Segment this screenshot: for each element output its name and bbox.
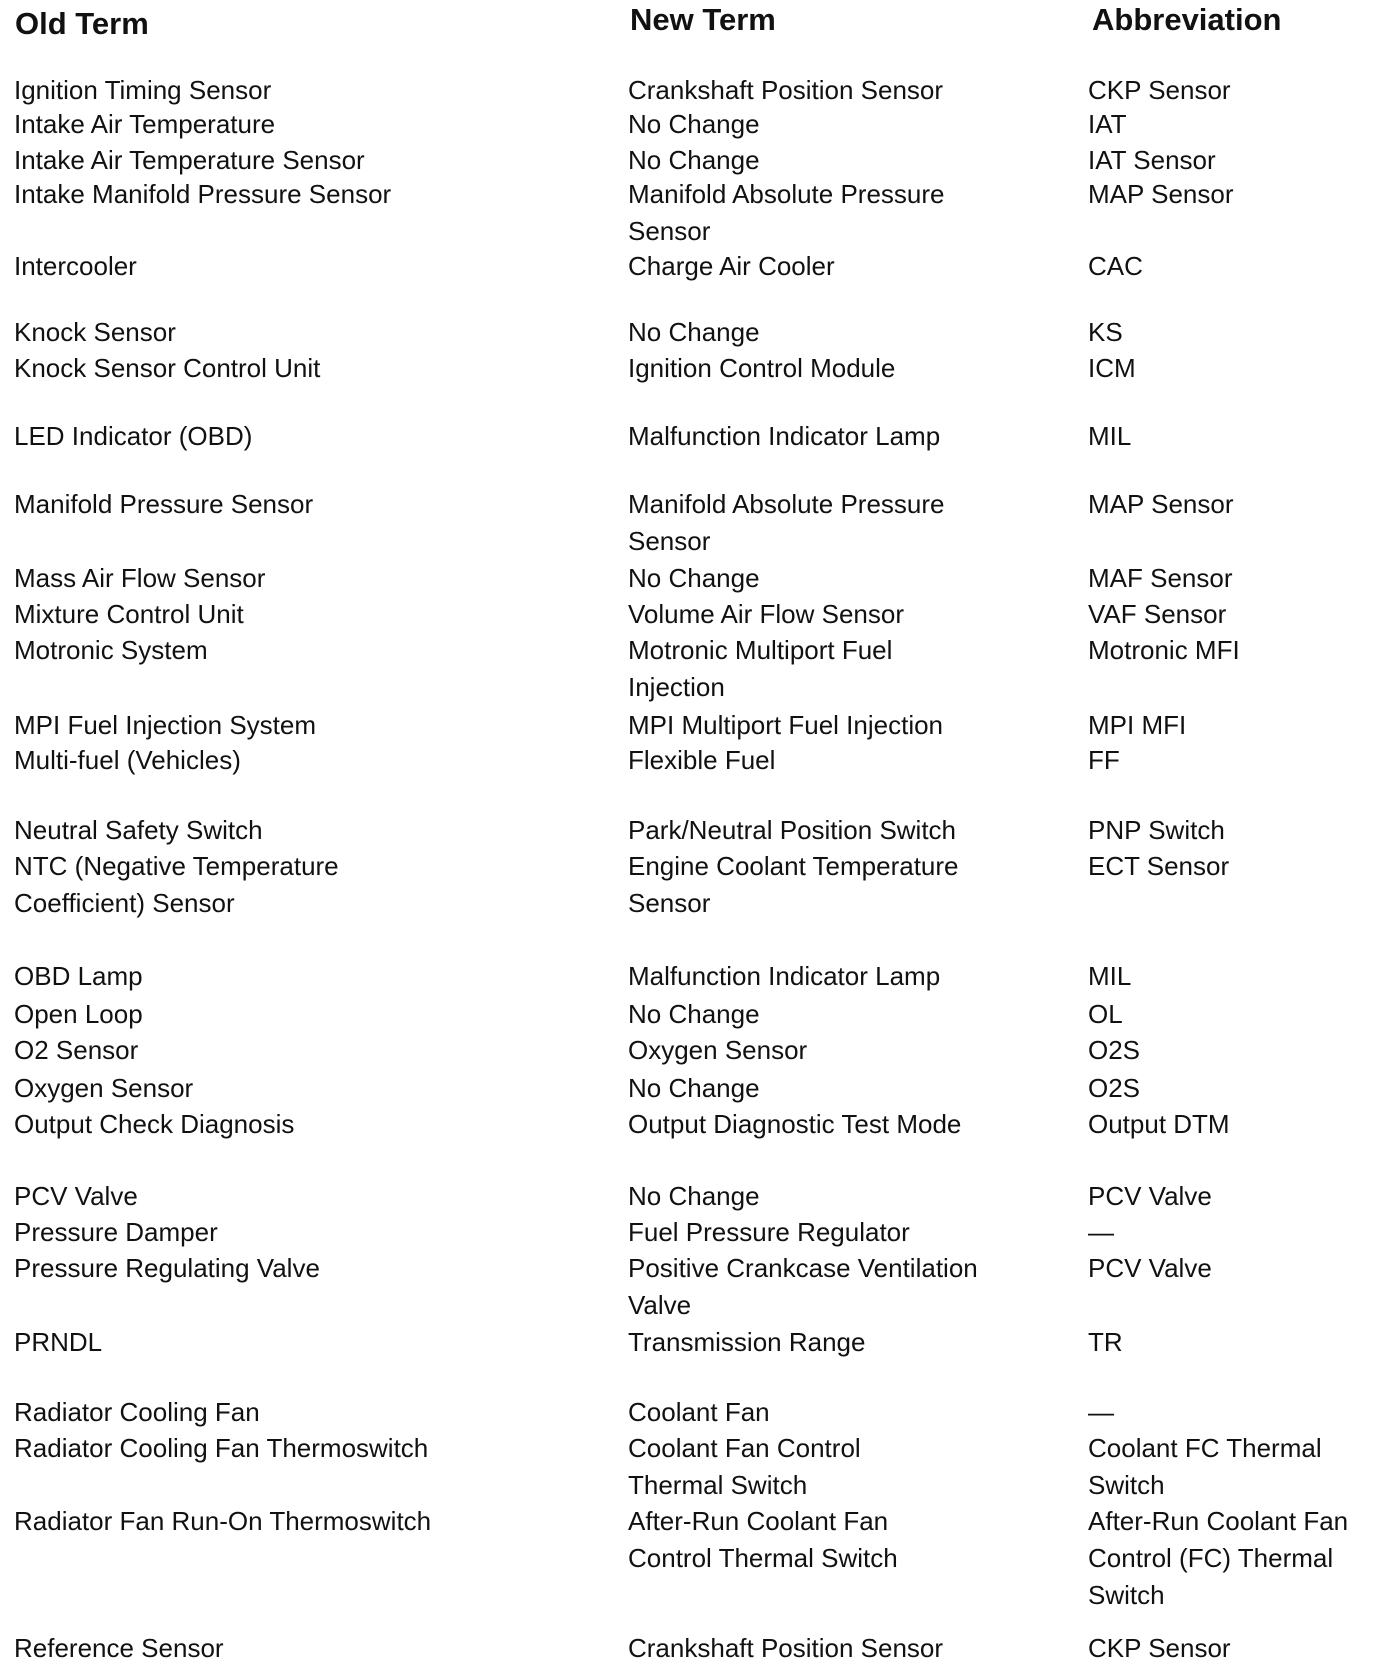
abbreviation-cell: MAP Sensor — [1088, 489, 1234, 519]
old-term-cell: Pressure Damper — [14, 1217, 218, 1247]
old-term-cell: Motronic System — [14, 635, 208, 665]
new-term-cell: MPI Multiport Fuel Injection — [628, 710, 944, 740]
abbreviation-cell: ICM — [1088, 353, 1136, 383]
new-term-cell: Malfunction Indicator Lamp — [628, 421, 941, 451]
old-term-cell: MPI Fuel Injection System — [14, 710, 316, 740]
new-term-cell: No Change — [628, 563, 760, 593]
new-term-cell: Manifold Absolute Pressure Sensor — [628, 179, 945, 246]
new-term-cell: No Change — [628, 145, 760, 175]
old-term-cell: Intake Air Temperature — [14, 109, 276, 139]
new-term-cell: After-Run Coolant Fan Control Thermal Switch — [628, 1506, 898, 1573]
old-term-cell: Intake Air Temperature Sensor — [14, 145, 365, 175]
new-term-cell: No Change — [628, 999, 760, 1029]
new-term-cell: No Change — [628, 317, 760, 347]
abbreviation-cell: MAF Sensor — [1088, 563, 1233, 593]
old-term-cell: NTC (Negative Temperature Coefficient) Sensor — [14, 851, 339, 918]
old-term-cell: Radiator Fan Run-On Thermoswitch — [14, 1506, 432, 1536]
old-term-cell: Intake Manifold Pressure Sensor — [14, 179, 392, 209]
abbreviation-cell: IAT Sensor — [1088, 145, 1216, 175]
old-term-cell: Output Check Diagnosis — [14, 1109, 295, 1139]
abbreviation-cell: O2S — [1088, 1035, 1141, 1065]
new-term-cell: Crankshaft Position Sensor — [628, 75, 944, 105]
abbreviation-cell: TR — [1088, 1327, 1123, 1357]
new-term-cell: Malfunction Indicator Lamp — [628, 961, 941, 991]
abbreviation-cell: Coolant FC Thermal Switch — [1088, 1433, 1322, 1500]
abbreviation-cell: MIL — [1088, 961, 1132, 991]
abbreviation-cell: CKP Sensor — [1088, 75, 1231, 105]
abbreviation-cell: MIL — [1088, 421, 1132, 451]
new-term-cell: No Change — [628, 1073, 760, 1103]
new-term-cell: Output Diagnostic Test Mode — [628, 1109, 962, 1139]
old-term-cell: PCV Valve — [14, 1181, 138, 1211]
abbreviation-cell: Output DTM — [1088, 1109, 1230, 1139]
new-term-cell: Charge Air Cooler — [628, 251, 835, 281]
new-term-cell: Ignition Control Module — [628, 353, 896, 383]
new-term-cell: No Change — [628, 109, 760, 139]
new-term-cell: Positive Crankcase Ventilation Valve — [628, 1253, 978, 1320]
abbreviation-cell: KS — [1088, 317, 1123, 347]
abbreviation-cell: ECT Sensor — [1088, 851, 1230, 881]
old-term-cell: Radiator Cooling Fan — [14, 1397, 260, 1427]
abbreviation-cell: Motronic MFI — [1088, 635, 1240, 665]
old-term-cell: O2 Sensor — [14, 1035, 139, 1065]
abbreviation-cell: IAT — [1088, 109, 1127, 139]
old-term-cell: Radiator Cooling Fan Thermoswitch — [14, 1433, 429, 1463]
old-term-cell: Ignition Timing Sensor — [14, 75, 272, 105]
new-term-cell: Park/Neutral Position Switch — [628, 815, 957, 845]
old-term-cell: Knock Sensor Control Unit — [14, 353, 321, 383]
abbreviation-cell: After-Run Coolant Fan Control (FC) Thermal Switch — [1088, 1506, 1349, 1610]
abbreviation-cell: OL — [1088, 999, 1123, 1029]
abbreviation-cell: MPI MFI — [1088, 710, 1187, 740]
abbreviation-cell: PCV Valve — [1088, 1181, 1212, 1211]
new-term-cell: Coolant Fan — [628, 1397, 770, 1427]
old-term-cell: Mixture Control Unit — [14, 599, 244, 629]
new-term-cell: Coolant Fan Control Thermal Switch — [628, 1433, 861, 1500]
column-header-new-term: New Term — [630, 2, 776, 37]
abbreviation-cell: MAP Sensor — [1088, 179, 1234, 209]
old-term-cell: Oxygen Sensor — [14, 1073, 194, 1103]
new-term-cell: Engine Coolant Temperature Sensor — [628, 851, 959, 918]
new-term-cell: No Change — [628, 1181, 760, 1211]
column-header-abbreviation: Abbreviation — [1092, 2, 1282, 37]
abbreviation-cell: PNP Switch — [1088, 815, 1225, 845]
old-term-cell: Manifold Pressure Sensor — [14, 489, 314, 519]
abbreviation-cell: VAF Sensor — [1088, 599, 1227, 629]
new-term-cell: Flexible Fuel — [628, 745, 776, 775]
old-term-cell: OBD Lamp — [14, 961, 143, 991]
new-term-cell: Transmission Range — [628, 1327, 866, 1357]
new-term-cell: Volume Air Flow Sensor — [628, 599, 905, 629]
old-term-cell: PRNDL — [14, 1327, 103, 1357]
old-term-cell: Open Loop — [14, 999, 143, 1029]
old-term-cell: Knock Sensor — [14, 317, 176, 347]
old-term-cell: Neutral Safety Switch — [14, 815, 263, 845]
abbreviation-cell: PCV Valve — [1088, 1253, 1212, 1283]
new-term-cell: Oxygen Sensor — [628, 1035, 808, 1065]
new-term-cell: Motronic Multiport Fuel Injection — [628, 635, 893, 702]
old-term-cell: Pressure Regulating Valve — [14, 1253, 320, 1283]
old-term-cell: Reference Sensor — [14, 1633, 224, 1663]
new-term-cell: Fuel Pressure Regulator — [628, 1217, 910, 1247]
abbreviation-cell: — — [1088, 1217, 1114, 1247]
new-term-cell: Manifold Absolute Pressure Sensor — [628, 489, 945, 556]
old-term-cell: Multi-fuel (Vehicles) — [14, 745, 241, 775]
new-term-cell: Crankshaft Position Sensor — [628, 1633, 944, 1663]
old-term-cell: Intercooler — [14, 251, 137, 281]
abbreviation-cell: FF — [1088, 745, 1120, 775]
old-term-cell: LED Indicator (OBD) — [14, 421, 253, 451]
abbreviation-cell: CAC — [1088, 251, 1143, 281]
old-term-cell: Mass Air Flow Sensor — [14, 563, 266, 593]
abbreviation-cell: — — [1088, 1397, 1114, 1427]
column-header-old-term: Old Term — [15, 6, 149, 41]
abbreviation-cell: O2S — [1088, 1073, 1141, 1103]
abbreviation-cell: CKP Sensor — [1088, 1633, 1231, 1663]
